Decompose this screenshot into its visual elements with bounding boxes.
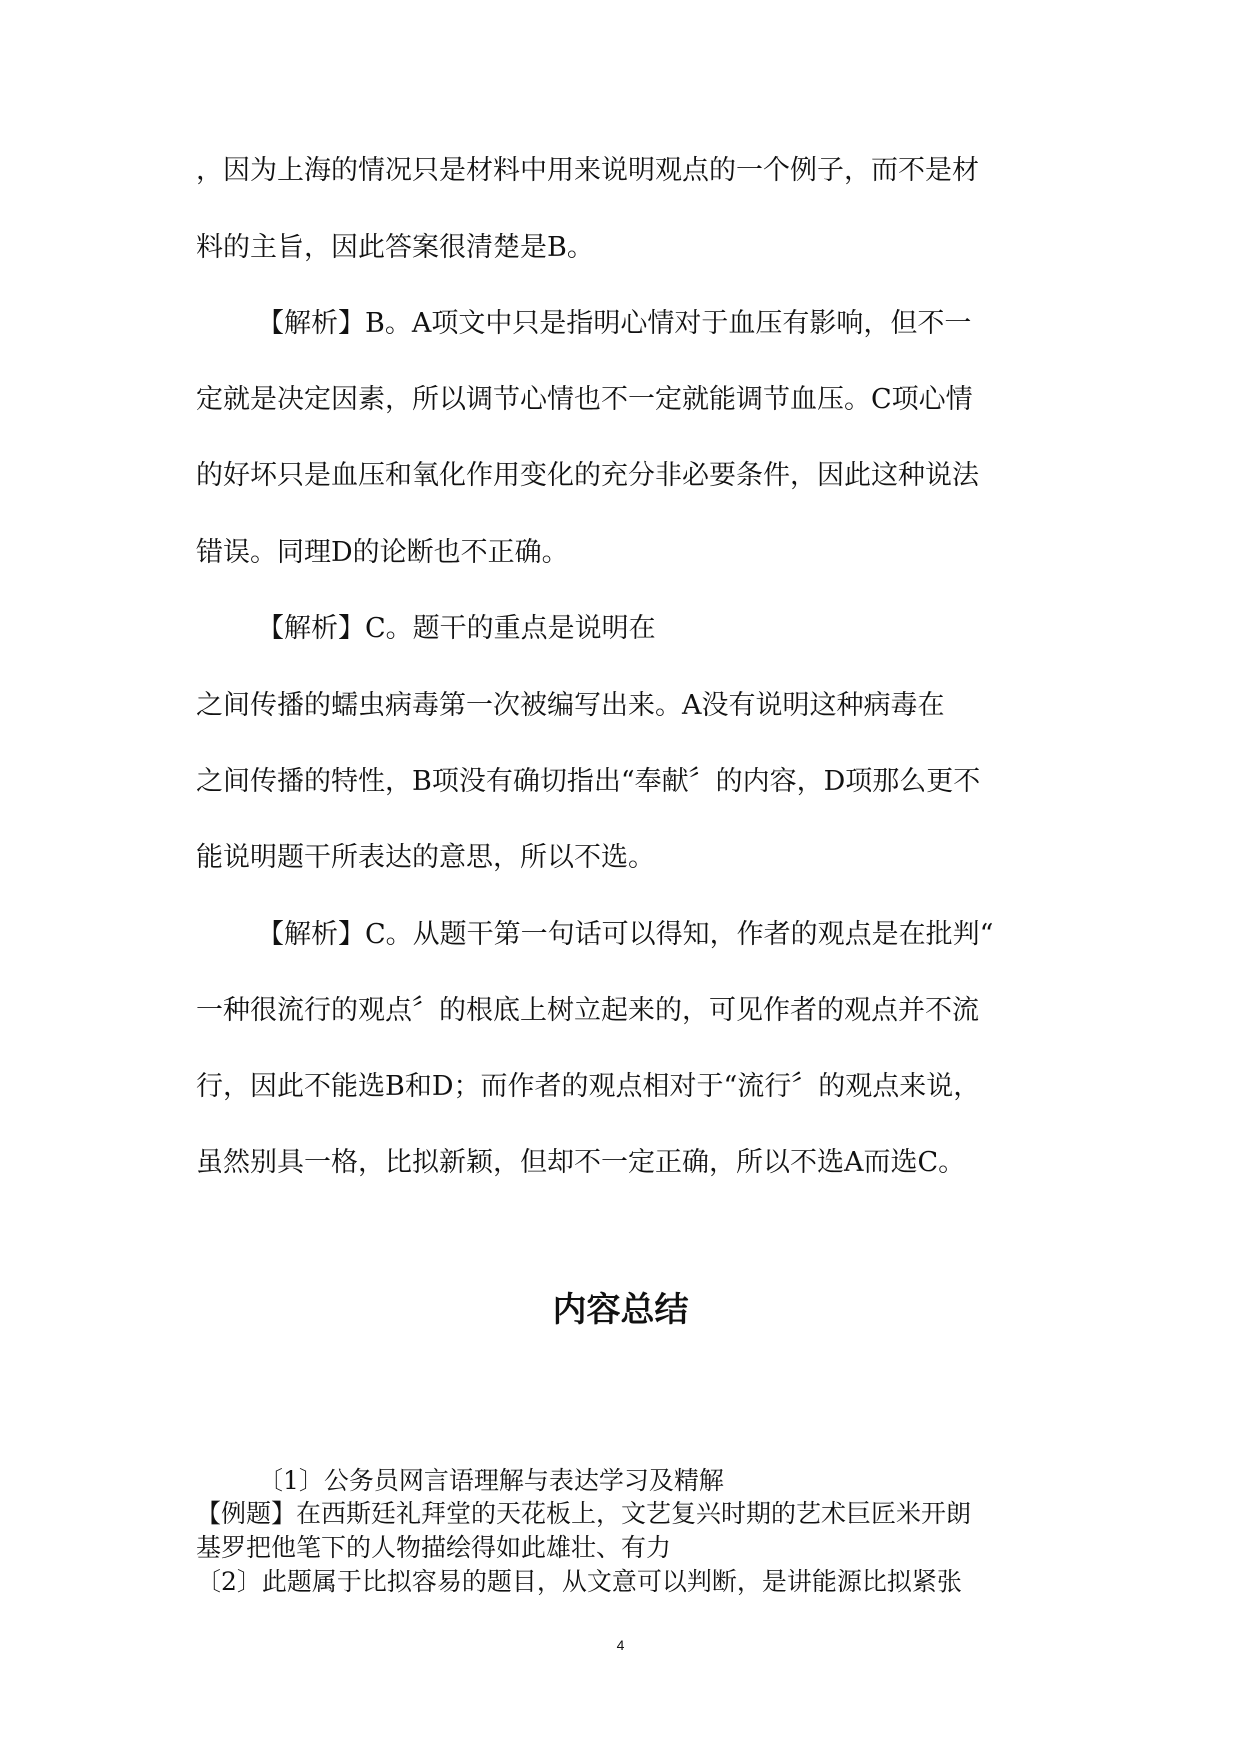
page-number: 4	[616, 1637, 625, 1653]
body-line: 【解析】C。题干的重点是说明在	[257, 613, 656, 644]
summary-line: 【例题】在西斯廷礼拜堂的天花板上，文艺复兴时期的艺术巨匠米开朗	[196, 1499, 972, 1528]
body-line: 虽然别具一格，比拟新颖，但却不一定正确，所以不选A而选C。	[196, 1147, 966, 1178]
body-line: 的好坏只是血压和氧化作用变化的充分非必要条件，因此这种说法	[196, 460, 979, 491]
body-line: 【解析】B。A项文中只是指明心情对于血压有影响，但不一	[257, 308, 972, 339]
body-line: ，因为上海的情况只是材料中用来说明观点的一个例子，而不是材	[196, 155, 979, 186]
body-line: 定就是决定因素，所以调节心情也不一定就能调节血压。C项心情	[196, 384, 973, 415]
body-line: 行，因此不能选B和D；而作者的观点相对于“流行〞的观点来说，	[196, 1071, 981, 1102]
body-line: 之间传播的特性，B项没有确切指出“奉献〞的内容，D项那么更不	[196, 766, 981, 797]
body-line: 一种很流行的观点〞的根底上树立起来的，可见作者的观点并不流	[196, 995, 979, 1026]
body-line: 料的主旨，因此答案很清楚是B。	[196, 232, 594, 263]
summary-line: 基罗把他笔下的人物描绘得如此雄壮、有力	[196, 1533, 672, 1562]
summary-line: 〔2〕此题属于比拟容易的题目，从文意可以判断，是讲能源比拟紧张	[196, 1567, 962, 1596]
body-line: 错误。同理D的论断也不正确。	[196, 537, 569, 568]
summary-title: 内容总结	[552, 1290, 689, 1330]
body-line: 【解析】C。从题干第一句话可以得知，作者的观点是在批判“	[257, 919, 994, 950]
body-line: 能说明题干所表达的意思，所以不选。	[196, 842, 655, 873]
summary-line: 〔1〕公务员网言语理解与表达学习及精解	[258, 1466, 724, 1495]
body-line: 之间传播的蠕虫病毒第一次被编写出来。A没有说明这种病毒在	[196, 690, 945, 721]
